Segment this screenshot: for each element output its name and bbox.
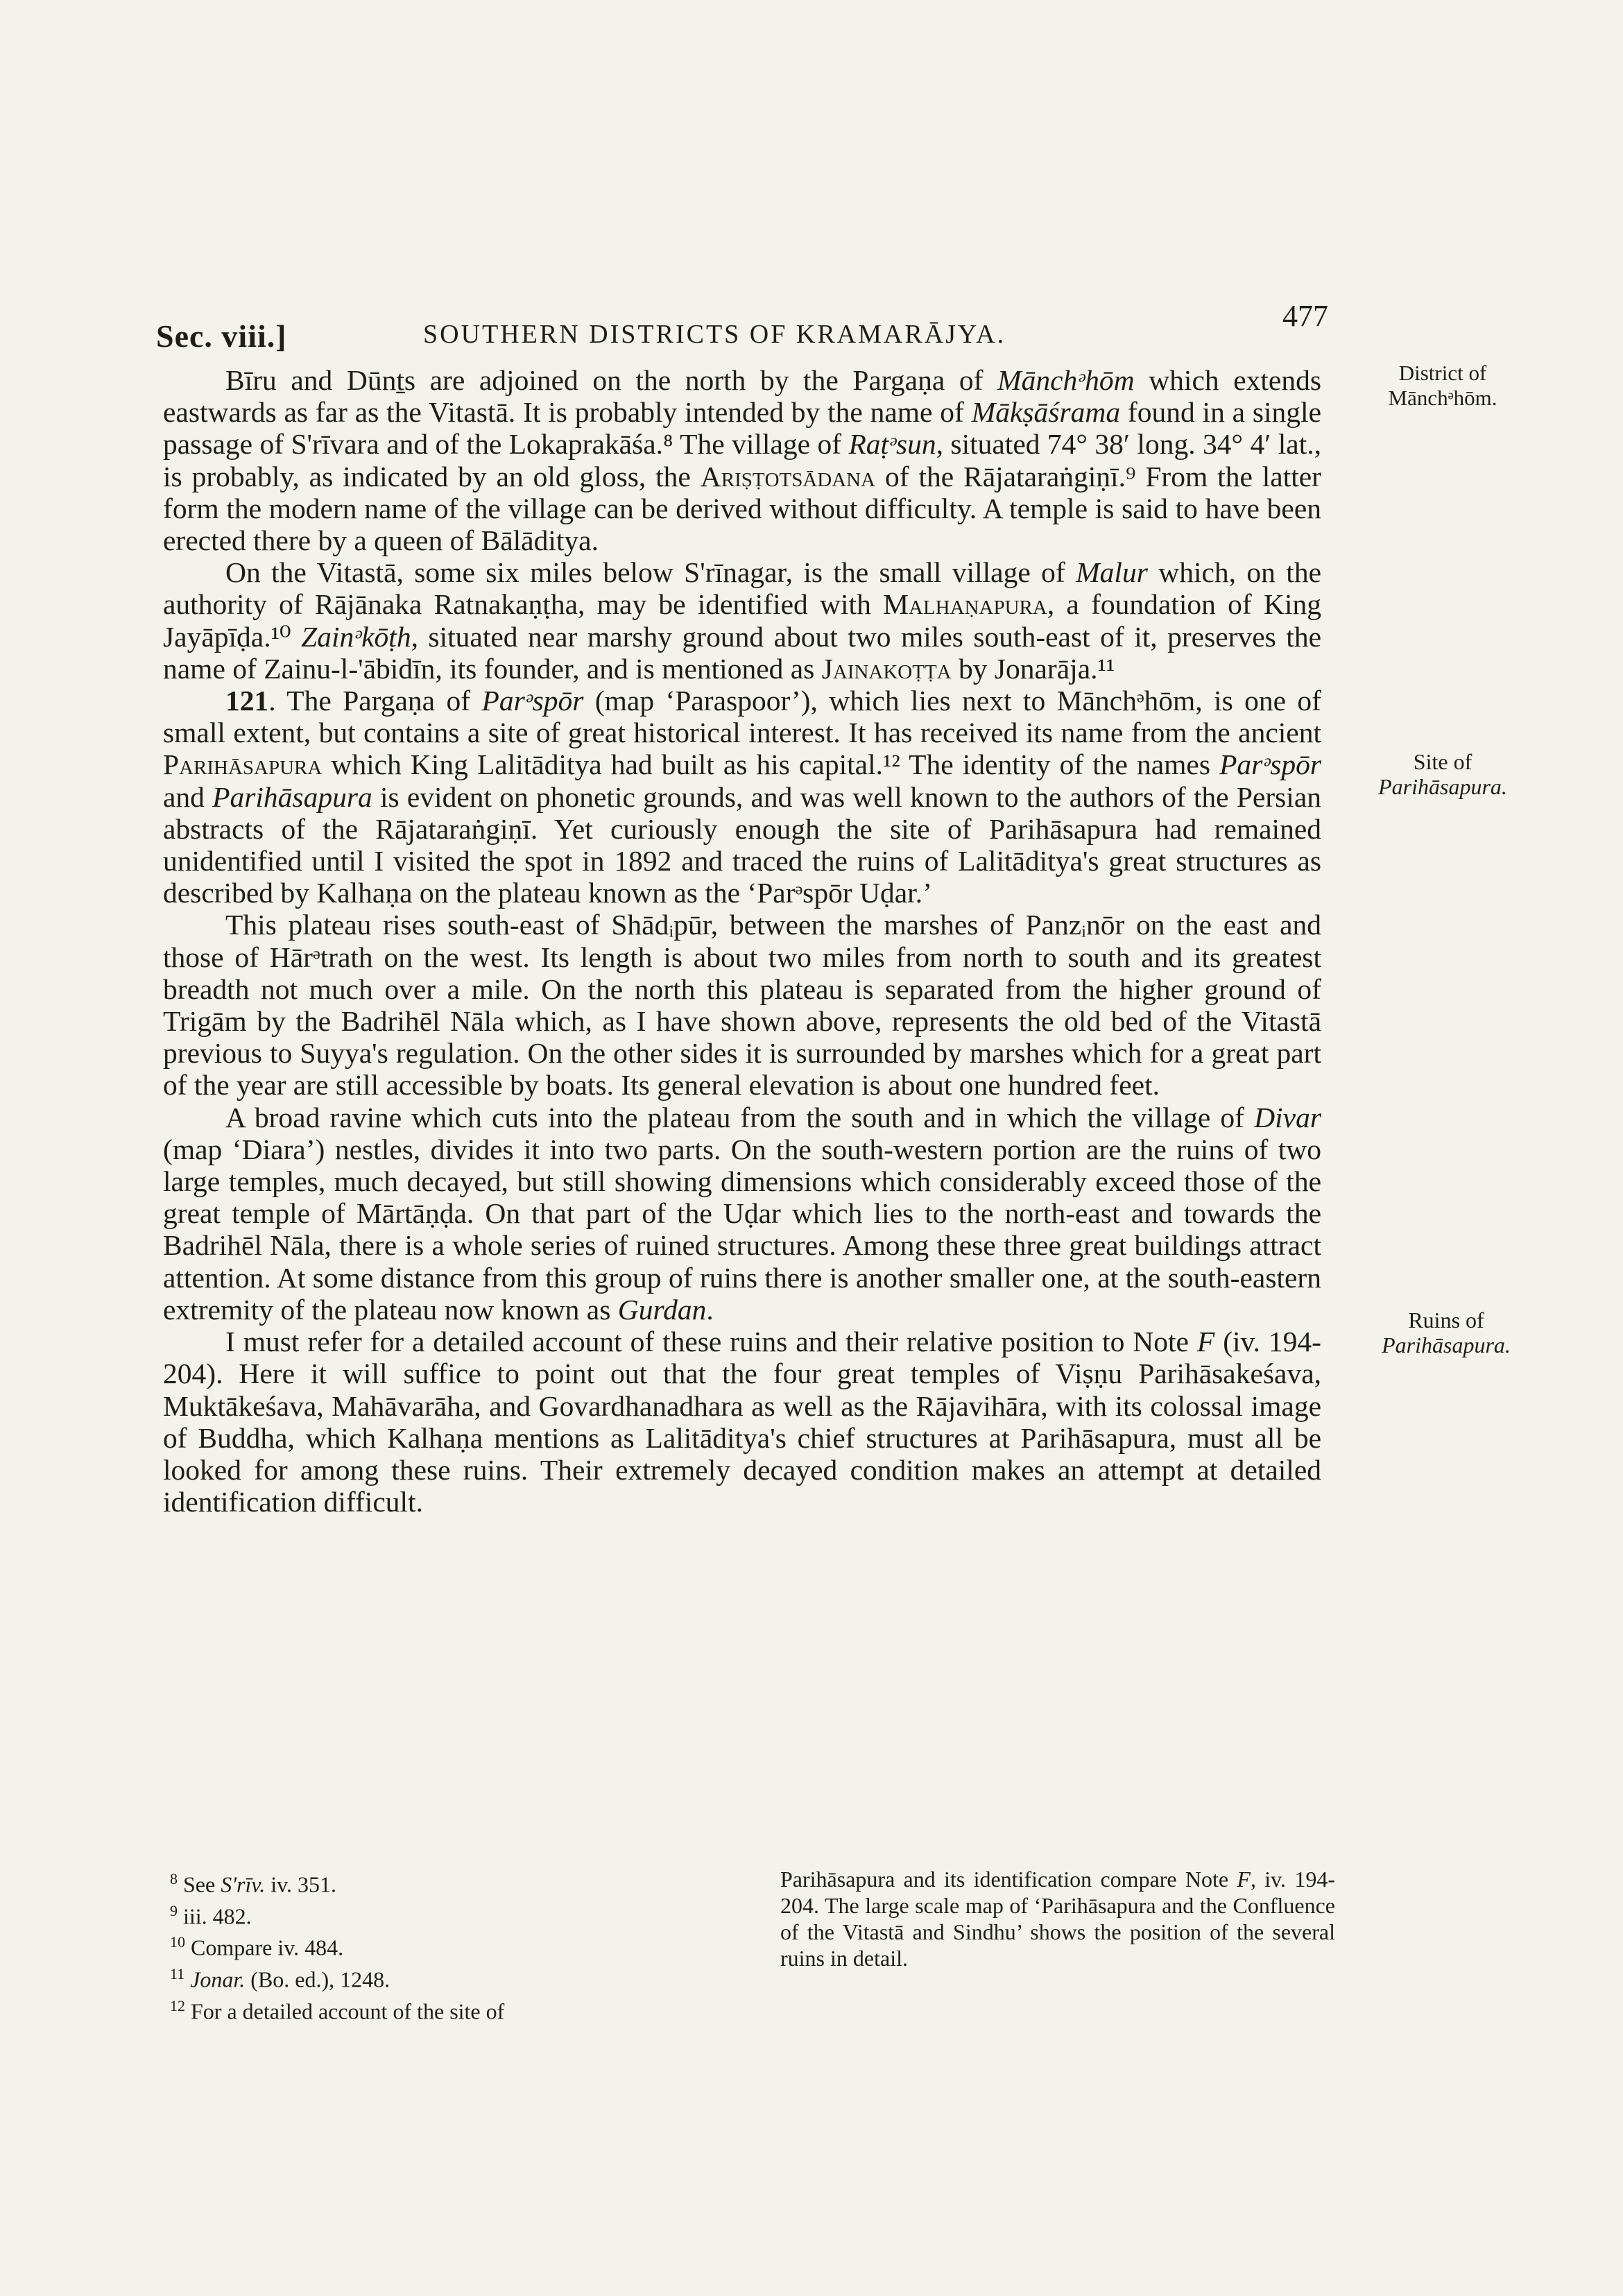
text-run: For a detailed account of the site of [191,1998,505,2024]
paragraph [163,556,1321,685]
margin-note-ruins [1342,1308,1550,1357]
text-run: and [163,780,213,813]
paragraph [163,1102,1321,1326]
footnote-number: 10 [170,1933,185,1951]
text-run: F [1237,1867,1251,1892]
text-run: , iv. 194-204. The large scale map of ‘Parihāsapura and the Confluence of the Vitastā and Sindhu’ shows the position of the several ruins in detail. [780,1867,1335,1971]
footnote [170,1898,739,1930]
text-run: Mānchᵊhōm [997,364,1135,396]
page-header [156,298,1328,354]
text-run: See [183,1871,221,1897]
text-run: (map ‘Diara’) nestles, divides it into two parts. On the south-western portion are the ruins of two large temples, much decayed, but still showing dimensions which considerably exceed those of the great temple of Mārtāṇḍa. On that part of the Uḍar which lies to the north-east and towards the Badrihēl Nāla, there is a whole series of ruined structures. Among these three great buildings attract attention. At some distance from this group of ruins there is another smaller one, at the south-eastern extremity of the plateau now known as [163,1133,1321,1326]
footnote-number: 8 [170,1870,178,1887]
text-run: Parᵊspōr [1219,748,1321,781]
text-run: Bīru and Dūnṯs are adjoined on the north by the Pargaṇa of [225,364,998,396]
footnote [170,1866,739,1898]
text-run: A broad ravine which cuts into the plateau from the south and in which the village of [225,1101,1255,1133]
text-run: Mākṣāśrama [971,396,1121,429]
text-run: found in a single passage of S'rīvara and of the Lokaprakāśa.⁸ The village of [163,396,1321,461]
text-run: by Jonarāja.¹¹ [951,652,1115,685]
text-run: (iv. 194-204). Here it will suffice to point out that the four great temples of Viṣṇu Parihāsakeśava, Muktākeśava, Mahāvarāha, and Govardhanadhara as well as the Rājavihāra, with its colossal image of Buddha, which Kalhaṇa mentions as Lalitāditya's chief structures at Parihāsapura, must all be looked for among these ruins. Their extremely decayed condition makes an attempt at detailed identification difficult. [163,1326,1321,1518]
text-run: Ariṣṭotsādana [700,460,876,492]
section-label: Sec. viii.] [156,318,287,354]
text-run: Jainakoṭṭa [821,652,952,685]
text-run: iii. 482. [183,1903,252,1929]
text-run: Raṭᵊsun [848,428,936,461]
text-run: Jonar. [190,1967,246,1992]
text-run: (map ‘Paraspoor’), which lies next to Mānchᵊhōm, is one of small extent, but contains a site of great historical interest. It has received its name from the ancient [163,685,1322,749]
running-title: SOUTHERN DISTRICTS OF KRAMARĀJYA. [423,320,1006,349]
text-run: F [1196,1326,1215,1358]
footnote-number: 11 [170,1964,185,1982]
footnote-number: 9 [170,1901,178,1919]
margin-note-district [1339,361,1547,411]
paragraph [163,685,1321,909]
paragraph [163,1326,1321,1518]
margin-note-line: Parihāsapura. [1378,774,1507,799]
text-run: Compare iv. 484. [191,1935,344,1960]
text-run: iv. 351. [265,1871,337,1897]
text-run: Parᵊspōr [481,685,584,717]
text-run: Malhaṇapura [883,588,1047,621]
paragraph [163,364,1321,556]
text-run: Parihāsapura and its identification compare Note [780,1867,1237,1892]
margin-note-line: District of [1398,361,1487,385]
text-run: which King Lalitāditya had built as his capital.¹² The identity of the names [322,748,1220,781]
body-text [163,364,1321,1518]
text-run: . The Pargaṇa of [268,685,482,717]
margin-note-line: Parihāsapura. [1382,1333,1511,1357]
footnote-continued [780,1866,1335,1971]
footnote [170,1993,739,2025]
text-run: which, on the authority of Rājānaka Ratnakaṇṭha, may be identified with [163,556,1322,621]
margin-note-line: Ruins of [1408,1308,1484,1333]
footnotes-left-column [170,1866,739,2024]
text-run: Malur [1076,556,1148,589]
footnotes-right-column [780,1866,1335,1971]
text-run: Parihāsapura [163,748,323,781]
text-run: is evident on phonetic grounds, and was well known to the authors of the Persian abstracts of the Rājataraṅgiṇī. Yet curiously enough the site of Parihāsapura had remained unidentified until I visited the spot in 1892 and traced the ruins of Lalitāditya's great structures as described by Kalhaṇa on the plateau known as the ‘Parᵊspōr Uḍar.’ [163,780,1321,909]
margin-note-line: Site of [1413,749,1472,774]
text-run: , a foundation of King Jayāpīḍa.¹⁰ [163,588,1322,653]
footnote [170,1961,739,1993]
footnote [170,1929,739,1961]
text-run: of the Rājataraṅgiṇī.⁹ From the latter form the modern name of the village can be derived without difficulty. A temple is said to have been erected there by a queen of Bālāditya. [163,460,1322,557]
margin-note-line: Mānchᵊhōm. [1388,386,1497,410]
text-run: , situated near marshy ground about two miles south-east of it, preserves the name of Zainu-l-'ābidīn, its founder, and is mentioned as [163,620,1321,685]
margin-note-site [1339,749,1547,799]
paragraph: This plateau rises south-east of Shādᵢpūr, between the marshes of Panzᵢnōr on the east and those of Hārᵊtrath on the west. Its length is about two miles from north to south and its greatest breadth not much over a mile. On the north this plateau is separated from the higher ground of Trigām by the Badrihēl Nāla which, as I have shown above, represents the old bed of the Vitastā previous to Suyya's regulation. On the other sides it is surrounded by marshes which for a great part of the year are still accessible by boats. Its general elevation is about one hundred feet. [163,909,1321,1102]
text-run: Parihāsapura [212,780,372,813]
text-run: On the Vitastā, some six miles below S'rīnagar, is the small village of [225,556,1076,589]
page-number: 477 [1282,299,1328,333]
text-run: . [706,1293,714,1326]
text-run: S'rīv. [221,1871,266,1897]
text-run: , situated 74° 38′ long. 34° 4′ lat., is probably, as indicated by an old gloss, the [163,428,1322,492]
text-run: I must refer for a detailed account of these ruins and their relative position to Note [225,1326,1197,1358]
section-number: 121 [225,685,269,717]
text-run: which extends eastwards as far as the Vitastā. It is probably intended by the name of [163,364,1321,429]
text-run: Gurdan [617,1293,707,1326]
text-run: (Bo. ed.), 1248. [245,1967,390,1992]
text-run: Divar [1254,1101,1321,1133]
text-run: Zainᵊkōṭh [301,620,411,653]
footnote-number: 12 [170,1996,185,2014]
